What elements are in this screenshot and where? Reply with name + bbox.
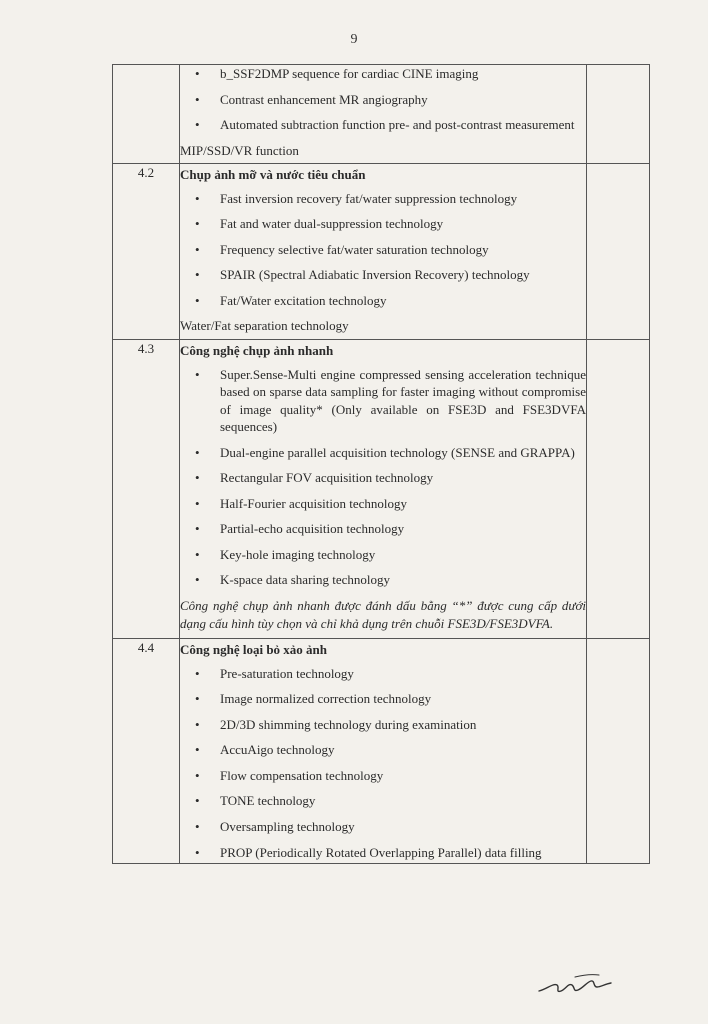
list-item: • Oversampling technology	[195, 818, 355, 834]
row-note: MIP/SSD/VR function	[180, 142, 299, 158]
list-item: • Fast inversion recovery fat/water suppression technology	[195, 190, 518, 206]
page-number: 9	[350, 32, 358, 47]
row-description	[180, 65, 587, 164]
empty-cell	[587, 164, 650, 340]
bullet-icon: •	[195, 66, 200, 81]
bullet-icon: •	[195, 444, 200, 460]
table-row	[113, 164, 650, 340]
bullet-icon: •	[195, 793, 200, 809]
bullet-icon: •	[195, 267, 200, 283]
bullet-icon: •	[195, 767, 200, 783]
list-item: • Pre-saturation technology	[195, 665, 354, 681]
signature-icon	[535, 965, 615, 999]
list-item: • AccuAigo technology	[195, 742, 335, 758]
list-item: • 2D/3D shimming technology during examination	[195, 716, 477, 732]
bullet-list	[180, 190, 586, 310]
bullet-icon: •	[195, 521, 200, 537]
list-item: • K-space data sharing technology	[195, 572, 391, 588]
list-item: • PROP (Periodically Rotated Overlapping Parallel) data filling	[195, 844, 542, 860]
empty-cell	[587, 639, 650, 864]
bullet-list	[180, 65, 586, 134]
row-number: 4.4	[113, 639, 180, 864]
list-item: • Flow compensation technology	[195, 767, 384, 783]
empty-cell	[587, 65, 650, 164]
list-item: • Half-Fourier acquisition technology	[195, 495, 408, 511]
bullet-icon: •	[195, 742, 200, 758]
spec-table	[112, 64, 650, 864]
row-note: Water/Fat separation technology	[180, 318, 349, 334]
bullet-list	[180, 665, 586, 861]
bullet-icon: •	[195, 366, 200, 382]
bullet-icon: •	[195, 190, 200, 206]
row-number: 4.2	[113, 164, 180, 340]
empty-cell	[587, 340, 650, 639]
bullet-icon: •	[195, 91, 200, 107]
list-item: • Fat and water dual-suppression technology	[195, 216, 444, 232]
list-item: • Dual-engine parallel acquisition technology (SENSE and GRAPPA)	[195, 444, 575, 460]
list-item: • Key-hole imaging technology	[195, 546, 376, 562]
row-heading: Công nghệ loại bỏ xảo ảnh	[180, 642, 328, 658]
list-item: • b_SSF2DMP sequence for cardiac CINE imaging	[195, 66, 479, 81]
bullet-icon: •	[195, 470, 200, 486]
bullet-icon: •	[195, 665, 200, 681]
bullet-icon: •	[195, 572, 200, 588]
table-row	[113, 65, 650, 164]
table-row	[113, 639, 650, 864]
bullet-icon: •	[195, 844, 200, 860]
bullet-icon: •	[195, 241, 200, 257]
list-item: • Frequency selective fat/water saturation technology	[195, 241, 489, 257]
list-item: • TONE technology	[195, 793, 316, 809]
row-heading: Chụp ảnh mỡ và nước tiêu chuẩn	[180, 167, 366, 183]
row-heading: Công nghệ chụp ảnh nhanh	[180, 343, 334, 359]
list-item: • Automated subtraction function pre- and post-contrast measurement	[195, 117, 575, 133]
bullet-icon: •	[195, 691, 200, 707]
bullet-icon: •	[195, 818, 200, 834]
row-number: 4.3	[113, 340, 180, 639]
row-description	[180, 340, 587, 639]
bullet-icon: •	[195, 495, 200, 511]
bullet-icon: •	[195, 716, 200, 732]
row-description	[180, 639, 587, 864]
list-item: • Rectangular FOV acquisition technology	[195, 470, 434, 486]
bullet-icon: •	[195, 117, 200, 133]
bullet-list	[180, 366, 586, 589]
bullet-icon: •	[195, 216, 200, 232]
list-item: • Fat/Water excitation technology	[195, 292, 387, 308]
list-item: • Image normalized correction technology	[195, 691, 432, 707]
row-number	[113, 65, 180, 164]
bullet-icon: •	[195, 546, 200, 562]
row-description	[180, 164, 587, 340]
bullet-icon: •	[195, 292, 200, 308]
table-row	[113, 340, 650, 639]
list-item: • SPAIR (Spectral Adiabatic Inversion Recovery) technology	[195, 267, 530, 283]
list-item: • Partial-echo acquisition technology	[195, 521, 405, 537]
row-note: Công nghệ chụp ảnh nhanh được đánh dấu bằng “*” được cung cấp dưới dạng cấu hình tùy chọn và chỉ khả dụng trên chuỗi FSE3D/FSE3DVFA.	[180, 598, 586, 631]
list-item: • Contrast enhancement MR angiography	[195, 91, 428, 107]
list-item: • Super.Sense-Multi engine compressed sensing acceleration technique based on sparse data sampling for faster imaging without compromise of image quality* (Only available on FSE3D and FSE3DVFA sequences)	[195, 366, 586, 435]
